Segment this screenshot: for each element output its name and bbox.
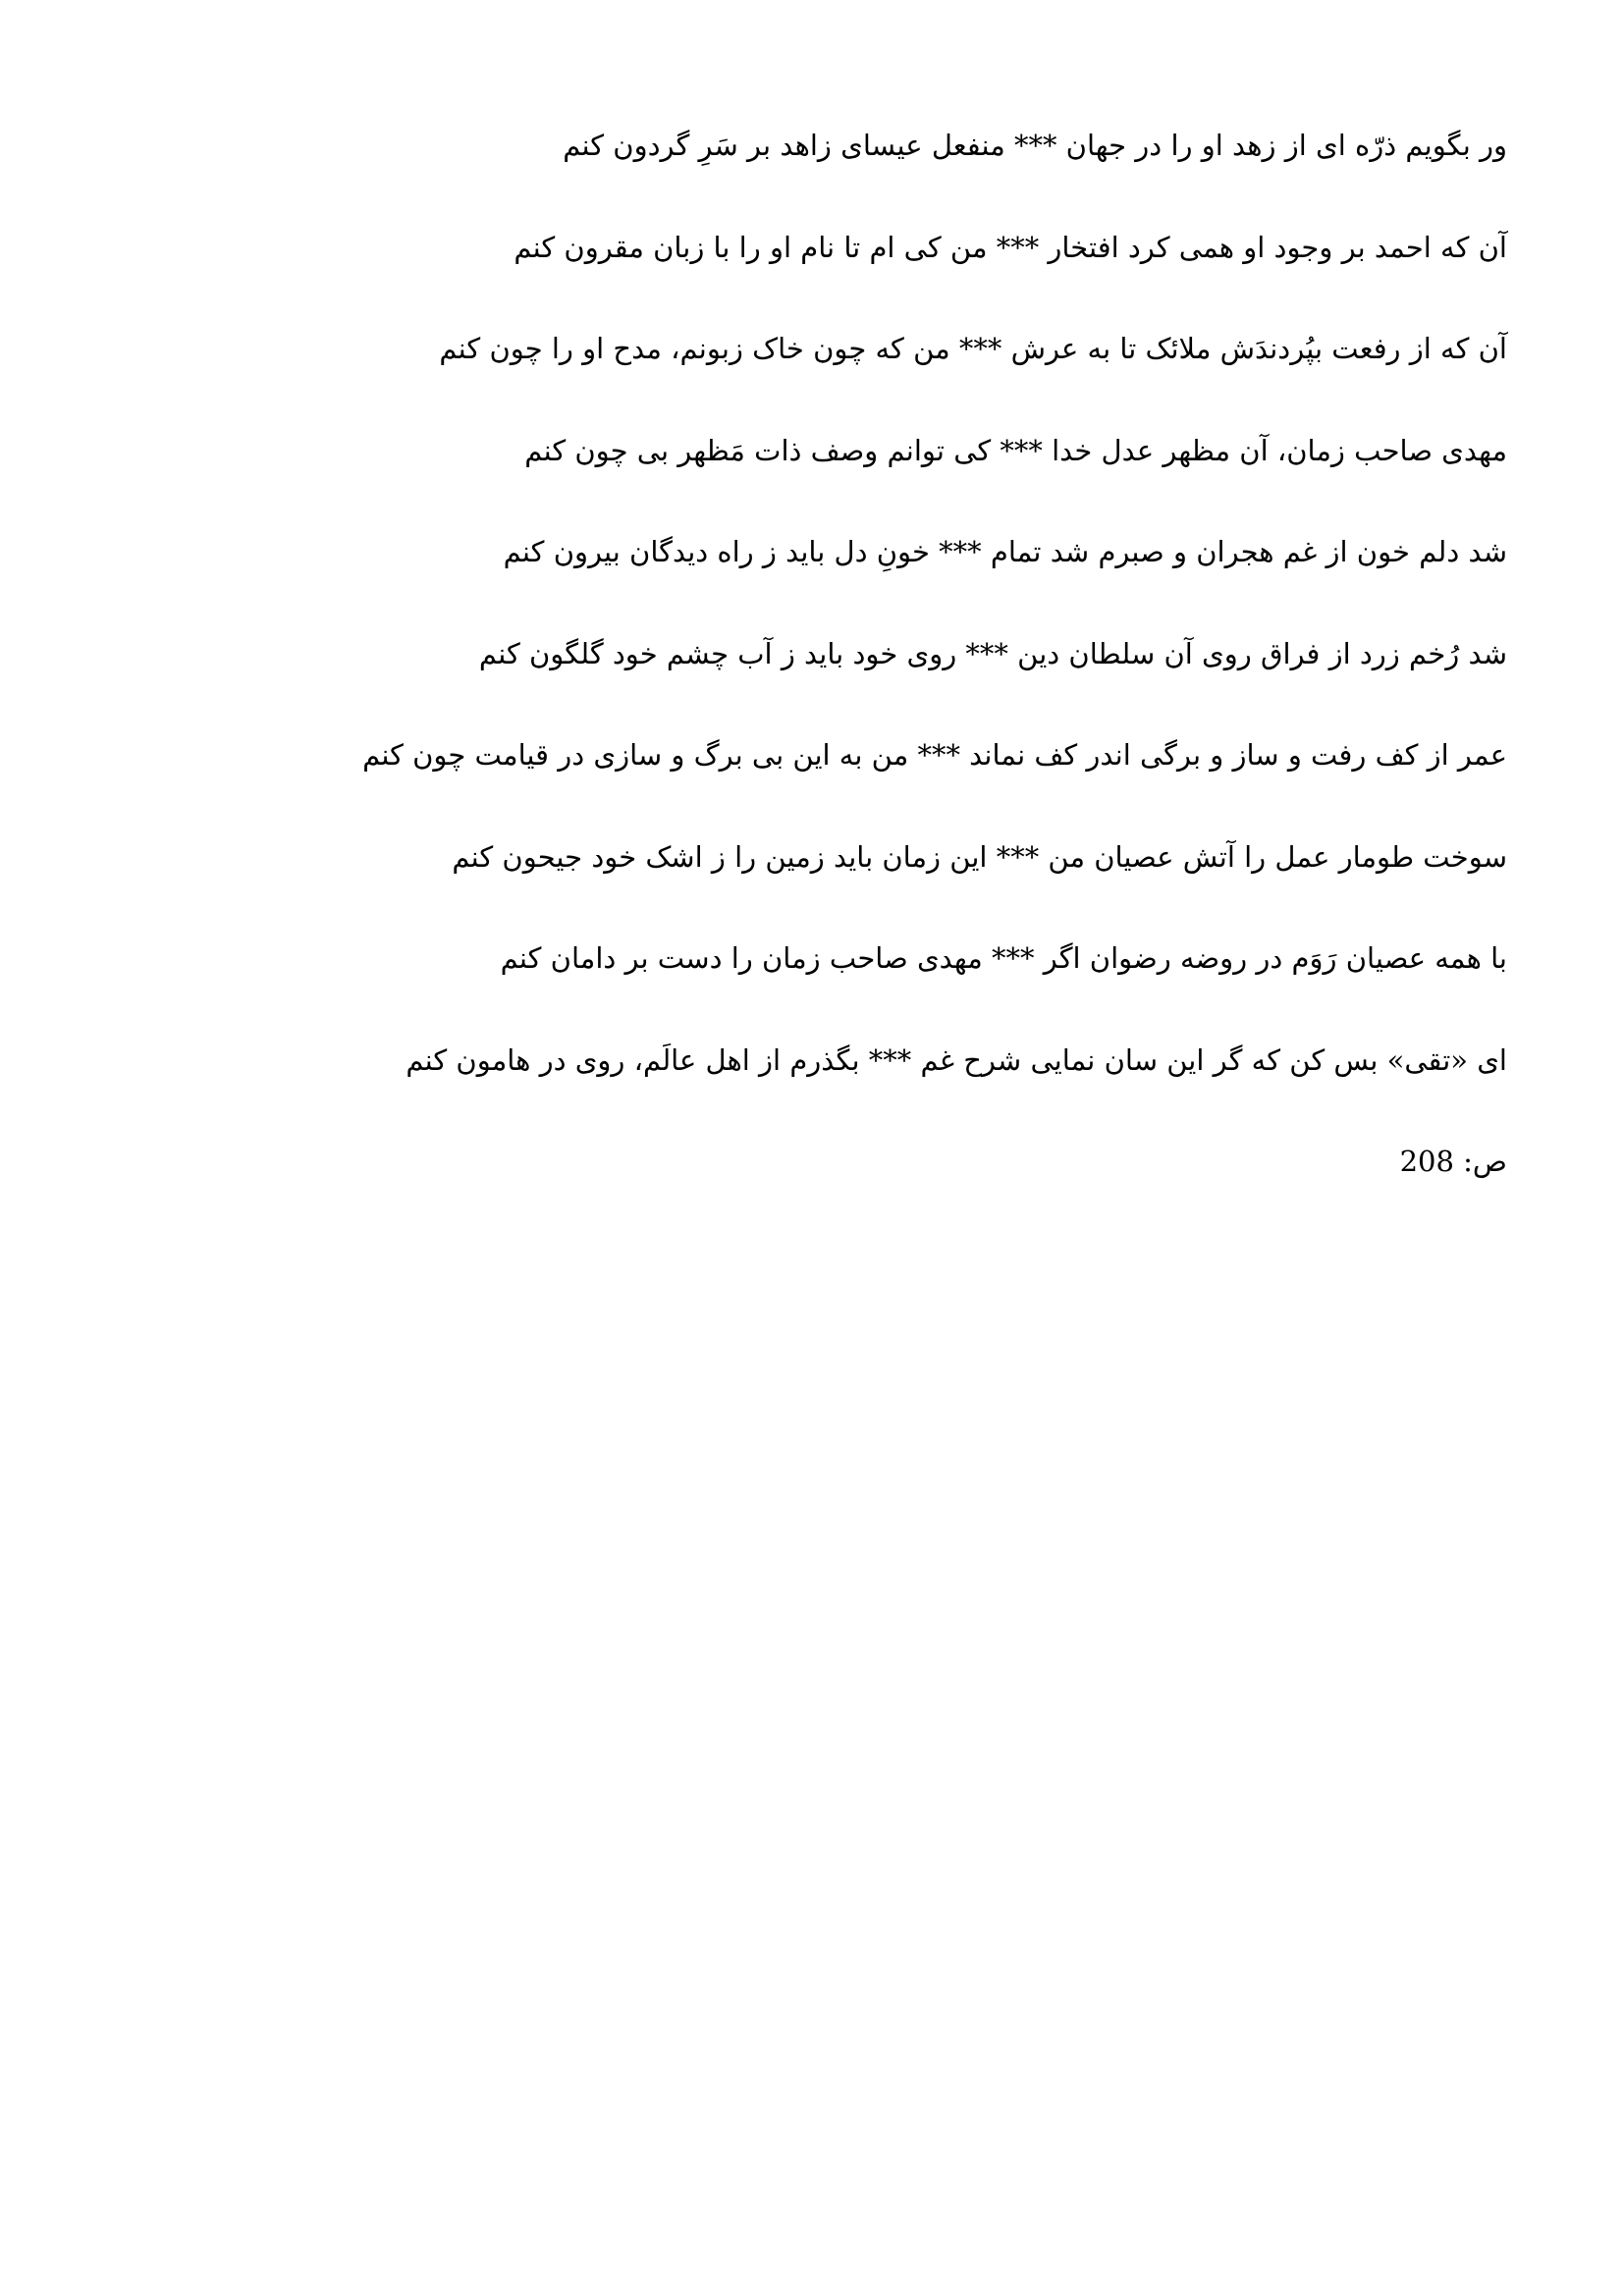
verse-line: عمر از کف رفت و ساز و برگی اندر کف نماند *** من به این بی برگ و سازی در قیامت چون کنم: [362, 738, 1507, 772]
poem-text-block: [231, 116, 1507, 1191]
verse-line: آن که احمد بر وجود او همی کرد افتخار *** من کی ام تا نام او را با زبان مقرون کنم: [514, 230, 1507, 264]
verse-line: سوخت طومار عمل را آتش عصیان من *** این زمان باید زمین را ز اشک خود جیحون کنم: [452, 839, 1507, 874]
verse-line: آن که از رفعت بپُردندَش ملائک تا به عرش *** من که چون خاک زبونم، مدح او را چون کنم: [439, 332, 1507, 365]
verse-line: ای «تقی» بس کن که گر این سان نمایی شرح غم *** بگذرم از اهل عالَم، روی در هامون کنم: [406, 1042, 1507, 1077]
page-number: ص: 208: [1399, 1145, 1507, 1178]
verse-line: ور بگویم ذرّه ای از زهد او را در جهان *** منفعل عیسای زاهد بر سَرِ گردون کنم: [563, 129, 1507, 162]
verse-line: شد رُخم زرد از فراق روی آن سلطان دین *** روی خود باید ز آب چشم خود گلگون کنم: [478, 636, 1507, 670]
verse-line: شد دلم خون از غم هجران و صبرم شد تمام *** خونِ دل باید ز راه دیدگان بیرون کنم: [503, 535, 1507, 568]
verse-line: مهدی صاحب زمان، آن مظهر عدل خدا *** کی توانم وصف ذات مَظهر بی چون کنم: [524, 433, 1507, 467]
verse-line: با همه عصیان رَوَم در روضه رضوان اگر *** مهدی صاحب زمان را دست بر دامان کنم: [500, 941, 1507, 975]
